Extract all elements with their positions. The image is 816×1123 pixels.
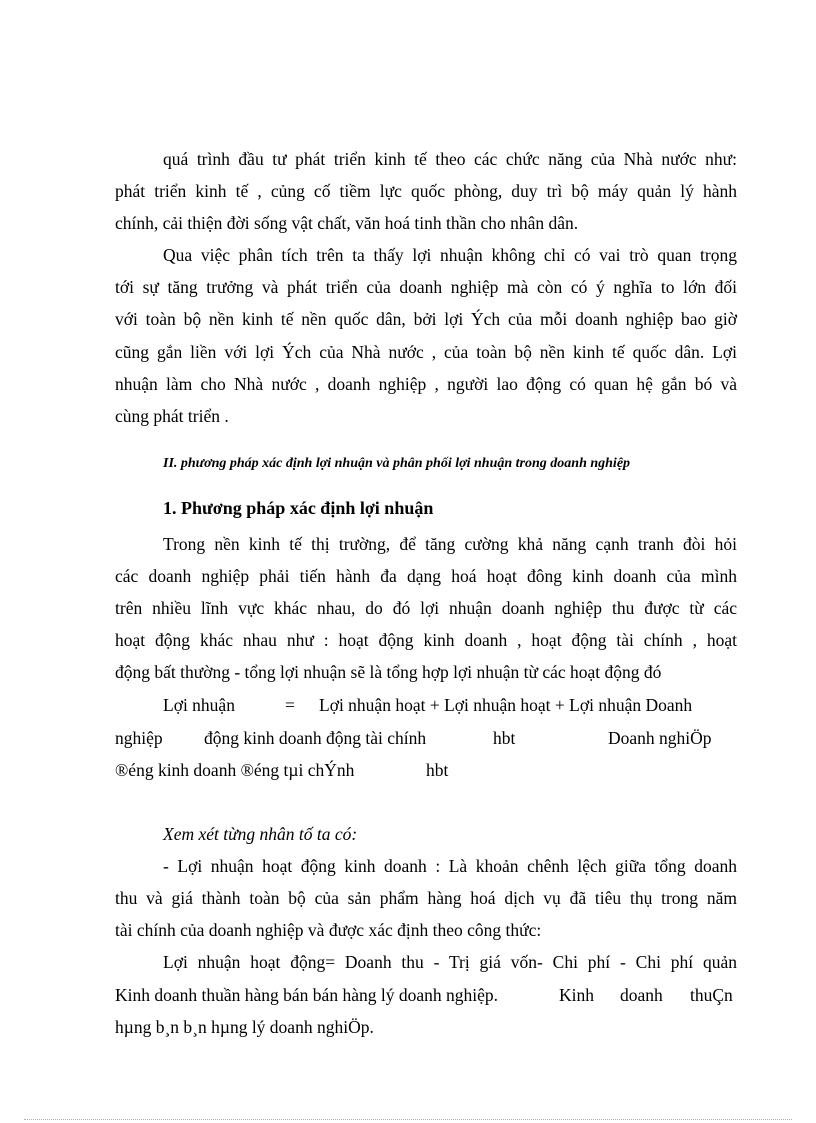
paragraph-line: nhuận làm cho Nhà nước , doanh nghiệp , người lao động có quan hệ gắn bó và bbox=[115, 374, 737, 394]
formula-term: thuÇn bbox=[690, 985, 733, 1005]
paragraph-line: với toàn bộ nền kinh tế nền quốc dân, bởi lợi Ých của mỗi doanh nghiệp bao giờ bbox=[115, 309, 737, 329]
formula-line: hµng b¸n b¸n hµng lý doanh nghiÖp. bbox=[115, 1017, 374, 1037]
page-bottom-divider bbox=[24, 1119, 792, 1120]
formula-term: ®éng kinh doanh ®éng tµi chÝnh bbox=[115, 760, 355, 780]
paragraph-line: quá trình đầu tư phát triển kinh tế theo các chức năng của Nhà nước như: bbox=[163, 149, 737, 169]
formula-term: Kinh doanh thuần hàng bán bán hàng lý doanh nghiệp. bbox=[115, 985, 498, 1005]
formula-term: hbt bbox=[493, 728, 516, 748]
paragraph-line: trên nhiều lĩnh vực khác nhau, do đó lợi nhuận doanh nghiệp thu được từ các bbox=[115, 598, 737, 618]
paragraph-line: tới sự tăng trưởng và phát triển của doanh nghiệp mà còn có ý nghĩa to lớn đối bbox=[115, 277, 737, 297]
italic-intro: Xem xét từng nhân tố ta có: bbox=[163, 824, 358, 844]
formula-equals: = bbox=[285, 695, 295, 715]
formula-term: hbt bbox=[426, 760, 449, 780]
formula-term: nghiệp bbox=[115, 728, 163, 748]
paragraph-line: cùng phát triển . bbox=[115, 406, 229, 426]
paragraph-line: cũng gắn liền với lợi Ých của Nhà nước , của toàn bộ nền kinh tế quốc dân. Lợi bbox=[115, 342, 737, 362]
paragraph-line: - Lợi nhuận hoạt động kinh doanh : Là khoản chênh lệch giữa tổng doanh bbox=[163, 856, 737, 876]
paragraph-line: Qua việc phân tích trên ta thấy lợi nhuận không chỉ có vai trò quan trọng bbox=[163, 245, 737, 265]
paragraph-line: phát triển kinh tế , củng cố tiềm lực quốc phòng, duy trì bộ máy quản lý hành bbox=[115, 181, 737, 201]
paragraph-line: tài chính của doanh nghiệp và được xác định theo công thức: bbox=[115, 920, 542, 940]
formula-term: Lợi nhuận hoạt + Lợi nhuận hoạt + Lợi nhuận Doanh bbox=[319, 695, 693, 715]
paragraph-line: động bất thường - tổng lợi nhuận sẽ là tổng hợp lợi nhuận từ các hoạt động đó bbox=[115, 662, 662, 682]
formula-term: doanh bbox=[620, 985, 663, 1005]
paragraph-line: Trong nền kinh tế thị trường, để tăng cường khả năng cạnh tranh đòi hỏi bbox=[163, 534, 737, 554]
formula-term: Doanh nghiÖp bbox=[608, 728, 712, 748]
formula-term: động kinh doanh động tài chính bbox=[204, 728, 427, 748]
formula-term: Kinh bbox=[559, 985, 594, 1005]
formula-line: Lợi nhuận hoạt động= Doanh thu - Trị giá vốn- Chi phí - Chi phí quản bbox=[163, 952, 737, 972]
paragraph-line: hoạt động khác nhau như : hoạt động kinh doanh , hoạt động tài chính , hoạt bbox=[115, 630, 737, 650]
paragraph-line: thu và giá thành toàn bộ của sản phẩm hàng hoá dịch vụ đã tiêu thụ trong năm bbox=[115, 888, 737, 908]
subheading: 1. Phương pháp xác định lợi nhuận bbox=[163, 498, 434, 518]
paragraph-line: các doanh nghiệp phải tiến hành đa dạng hoá hoạt đông kinh doanh của mình bbox=[115, 566, 737, 586]
section-heading: II. phương pháp xác định lợi nhuận và phân phối lợi nhuận trong doanh nghiệp bbox=[163, 456, 631, 471]
paragraph-line: chính, cải thiện đời sống vật chất, văn hoá tinh thần cho nhân dân. bbox=[115, 213, 579, 233]
formula-term: Lợi nhuận bbox=[163, 695, 235, 715]
